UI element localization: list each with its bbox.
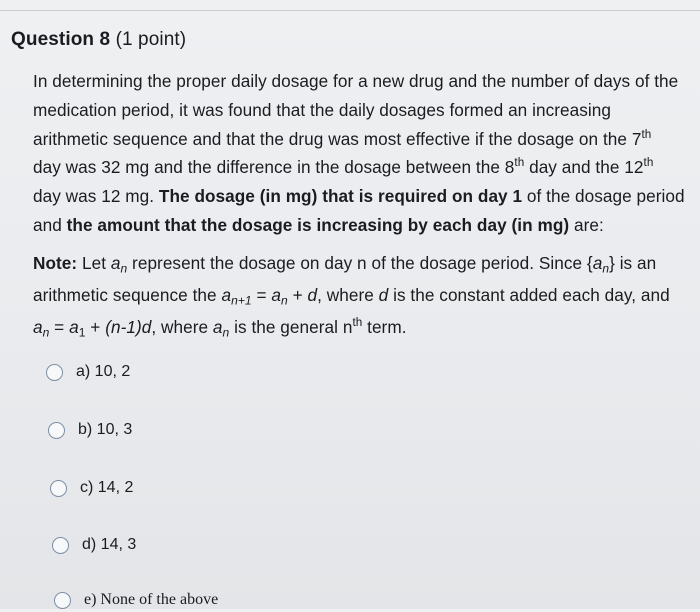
- question-header: [11, 29, 186, 51]
- option-label: e) None of the above: [84, 591, 219, 608]
- question-number: Question 8: [11, 29, 111, 50]
- note-line: arithmetic sequence the $a_{n+1} = a_n + d$, where d is the constant added each day, and: [33, 285, 670, 308]
- note-line: $a_n = a_1 + (n-1)d$, where $a_n$ is the general $n^{th}$ term.: [33, 315, 407, 340]
- radio-button[interactable]: [52, 537, 69, 554]
- stem-line: day was 12 mg. The dosage (in mg) that is required on day 1 of the dosage period: [33, 186, 685, 207]
- option-label: a) 10, 2: [76, 363, 131, 380]
- question-points: (1 point): [115, 29, 187, 50]
- radio-button[interactable]: [46, 364, 63, 381]
- answer-option-c[interactable]: [50, 476, 133, 500]
- stem-line: medication period, it was found that the daily dosages formed an increasing: [33, 99, 611, 120]
- option-label: c) 14, 2: [80, 479, 134, 496]
- radio-button[interactable]: [50, 480, 67, 497]
- answer-option-b[interactable]: [48, 418, 132, 442]
- radio-button[interactable]: [48, 422, 65, 439]
- top-divider: [0, 10, 700, 11]
- stem-line: and the amount that the dosage is increasing by each day (in mg) are:: [33, 214, 604, 235]
- radio-button[interactable]: [54, 592, 71, 609]
- stem-line: day was 32 mg and the difference in the dosage between the 8th day and the 12th: [33, 156, 654, 178]
- answer-option-e[interactable]: [54, 588, 218, 612]
- question-note: [33, 247, 693, 343]
- note-line: Note: Let $a_n$ represent the dosage on day n of the dosage period. Since $\{a_n\}$ is an: [33, 253, 657, 276]
- stem-line: arithmetic sequence and that the drug was most effective if the dosage on the 7th: [33, 127, 652, 149]
- option-label: d) 14, 3: [82, 536, 137, 553]
- question-stem: [33, 67, 693, 240]
- answer-option-d[interactable]: [52, 533, 136, 557]
- stem-line: In determining the proper daily dosage for a new drug and the number of days of the: [33, 71, 679, 91]
- answer-option-a[interactable]: [46, 360, 130, 384]
- option-label: b) 10, 3: [78, 421, 133, 438]
